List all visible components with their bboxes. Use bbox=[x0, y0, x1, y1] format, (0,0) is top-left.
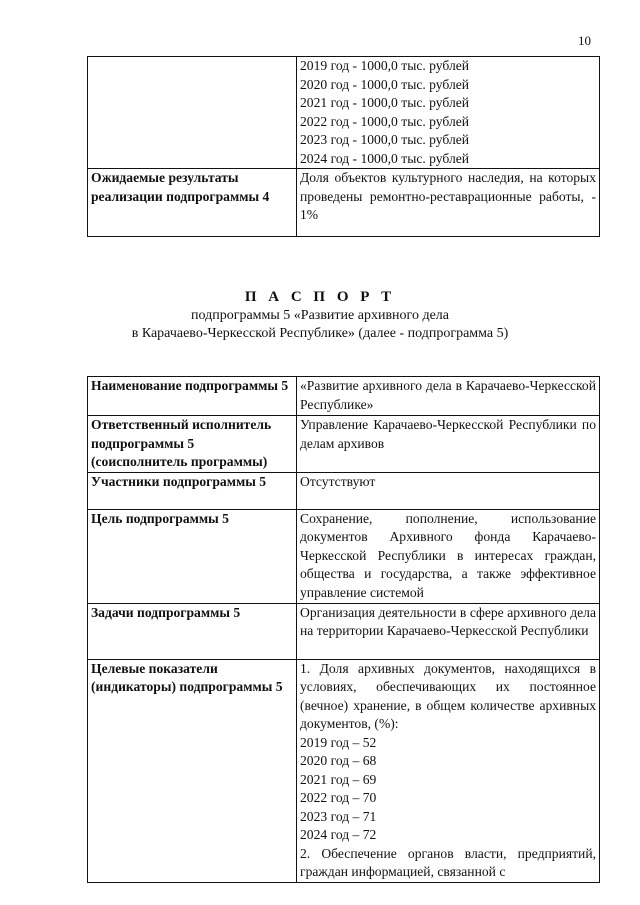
budget-line: 2023 год - 1000,0 тыс. рублей bbox=[300, 132, 470, 147]
table-row bbox=[88, 659, 600, 882]
passport-table bbox=[87, 376, 600, 883]
row-value: Отсутствуют bbox=[297, 472, 600, 509]
row-label: Ответственный исполнитель подпрограммы 5 (соисполнитель программы) bbox=[88, 416, 297, 473]
table-row bbox=[88, 169, 600, 237]
budget-line: 2020 год - 1000,0 тыс. рублей bbox=[300, 76, 470, 92]
budget-line: 2021 год - 1000,0 тыс. рублей bbox=[300, 95, 470, 110]
row-label: Наименование подпрограммы 5 bbox=[88, 377, 297, 416]
table-row bbox=[88, 377, 600, 416]
row-label: Участники подпрограммы 5 bbox=[88, 472, 297, 509]
row-value: Сохранение, пополнение, использование документов Архивного фонда Карачаево-Черкесской Республики в интересах граждан, общества и государства, а также эффективное управление системой bbox=[297, 509, 600, 603]
row-value: Организация деятельности в сфере архивного дела на территории Карачаево-Черкесской Республики bbox=[297, 603, 600, 659]
row-label: Задачи подпрограммы 5 bbox=[88, 603, 297, 659]
budget-line: 2022 год - 1000,0 тыс. рублей bbox=[300, 113, 470, 129]
indicator-year: 2020 год – 68 bbox=[300, 753, 377, 768]
page-number: 10 bbox=[578, 33, 591, 48]
funding-table-continued bbox=[87, 56, 600, 237]
indicator-item: 1. Доля архивных документов, находящихся в условиях, обеспечивающих их постоянное (вечное) хранение, в общем количестве архивных документов, (%): bbox=[300, 660, 596, 731]
indicator-year: 2023 год – 71 bbox=[300, 808, 377, 824]
table-row bbox=[88, 57, 600, 169]
passport-subtitle: в Карачаево-Черкесской Республике» (далее - подпрограмма 5) bbox=[131, 326, 509, 341]
row-value: «Развитие архивного дела в Карачаево-Черкесской Республике» bbox=[297, 377, 600, 416]
indicator-year: 2022 год – 70 bbox=[300, 790, 377, 805]
row-label: Целевые показатели (индикаторы) подпрограммы 5 bbox=[88, 659, 297, 882]
indicator-year: 2024 год – 72 bbox=[300, 827, 377, 842]
indicators-value bbox=[297, 659, 600, 882]
expected-results-value: Доля объектов культурного наследия, на которых проведены ремонтно-реставрационные работы, - 1% bbox=[297, 169, 600, 237]
budget-line: 2019 год - 1000,0 тыс. рублей bbox=[300, 58, 470, 73]
budget-line: 2024 год - 1000,0 тыс. рублей bbox=[300, 150, 470, 166]
row-value: Управление Карачаево-Черкесской Республики по делам архивов bbox=[297, 416, 600, 473]
passport-subtitle: подпрограммы 5 «Развитие архивного дела bbox=[191, 308, 449, 323]
budget-by-year bbox=[297, 57, 600, 169]
passport-title: П А С П О Р Т bbox=[244, 289, 396, 305]
row-label: Цель подпрограммы 5 bbox=[88, 509, 297, 603]
table-row bbox=[88, 509, 600, 603]
expected-results-label: Ожидаемые результаты реализации подпрограммы 4 bbox=[88, 169, 297, 237]
table-row bbox=[88, 416, 600, 473]
row-label bbox=[88, 57, 297, 169]
table-row bbox=[88, 472, 600, 509]
indicator-item: 2. Обеспечение органов власти, предприятий, граждан информацией, связанной с bbox=[300, 845, 596, 879]
table-row bbox=[88, 603, 600, 659]
indicator-year: 2019 год – 52 bbox=[300, 734, 377, 750]
indicator-year: 2021 год – 69 bbox=[300, 771, 377, 787]
